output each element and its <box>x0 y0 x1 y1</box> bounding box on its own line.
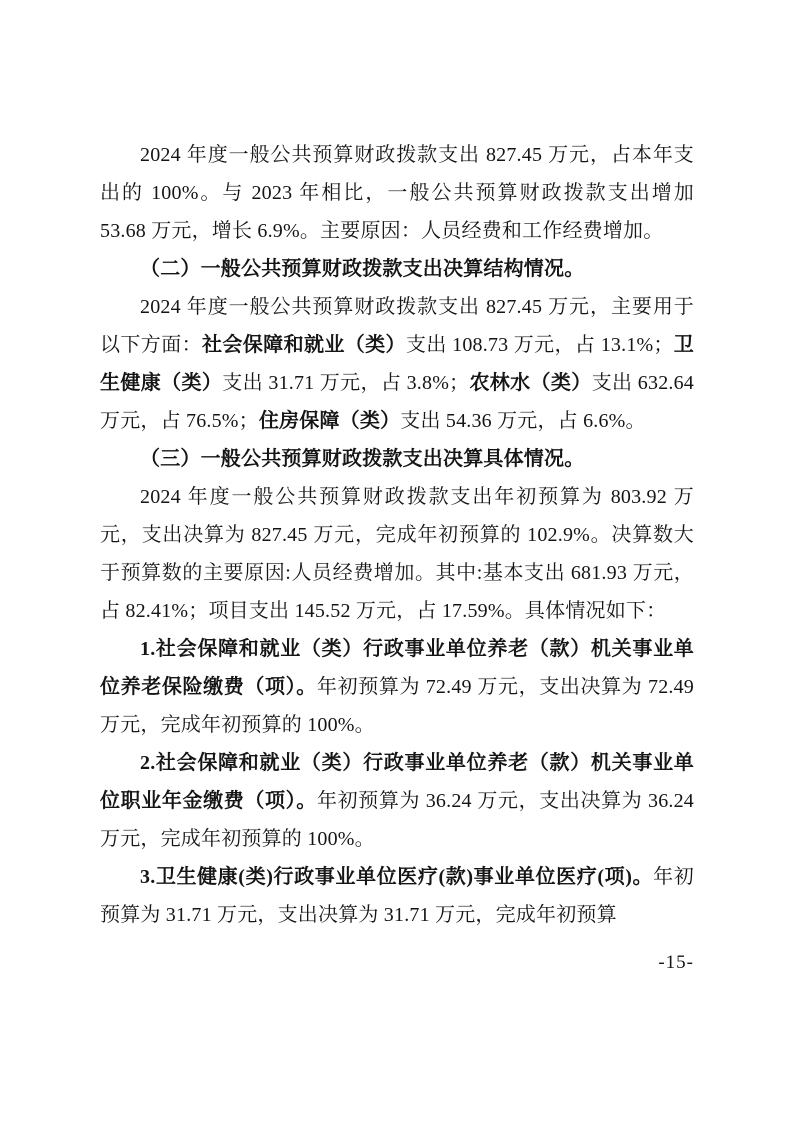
text-run: 年初预算为 31.71 万元，支出决算为 31.71 万元，完成年初预算 <box>100 866 694 926</box>
text-run-bold: 社会保障和就业（类） <box>201 334 406 356</box>
paragraph-item-2 <box>100 744 694 858</box>
text-run: 2024 年度一般公共预算财政拨款支出 827.45 万元，主要用于以下方面： <box>100 296 694 356</box>
section-heading-3 <box>100 440 694 478</box>
paragraph-item-3 <box>100 858 694 934</box>
text-run: （二）一般公共预算财政拨款支出决算结构情况。 <box>140 258 585 280</box>
paragraph-detail-overview <box>100 478 694 630</box>
text-run: 支出 31.71 万元，占 3.8%； <box>222 372 470 394</box>
text-run-bold: 农林水（类） <box>469 372 592 394</box>
text-run-bold: 卫生健康（类） <box>100 334 694 394</box>
text-run: 年初预算为 36.24 万元，支出决算为 36.24 万元，完成年初预算的 100%。 <box>100 790 695 850</box>
text-run: 支出 108.73 万元，占 13.1%； <box>405 334 674 356</box>
text-run-bold: 1.社会保障和就业（类）行政事业单位养老（款）机关事业单位养老保险缴费（项）。 <box>100 638 694 698</box>
text-run-bold: 2.社会保障和就业（类）行政事业单位养老（款）机关事业单位职业年金缴费（项）。 <box>100 752 694 812</box>
paragraph-overview <box>100 136 694 250</box>
text-run: 支出 632.64 万元，占 76.5%； <box>100 372 695 432</box>
paragraph-structure <box>100 288 694 440</box>
page-number: -15- <box>658 952 694 973</box>
text-run: 2024 年度一般公共预算财政拨款支出 827.45 万元，占本年支出的 100%。与 2023 年相比，一般公共预算财政拨款支出增加 53.68 万元，增长 6.9%。主要原因：人员经费和工作经费增加。 <box>100 144 694 242</box>
text-run: 年初预算为 72.49 万元，支出决算为 72.49 万元，完成年初预算的 100%。 <box>100 676 695 736</box>
text-run: 支出 54.36 万元，占 6.6%。 <box>400 410 646 432</box>
text-run-bold: 3.卫生健康(类)行政事业单位医疗(款)事业单位医疗(项)。 <box>140 866 654 888</box>
text-run: 2024 年度一般公共预算财政拨款支出年初预算为 803.92 万元，支出决算为 827.45 万元，完成年初预算的 102.9%。决算数大于预算数的主要原因:人员经费增加。其中:基本支出 681.93 万元，占 82.41%；项目支出 145.52 万元，占 17.59%。具体情况如下： <box>100 486 694 622</box>
section-heading-2 <box>100 250 694 288</box>
paragraph-item-1 <box>100 630 694 744</box>
text-run-bold: 住房保障（类） <box>258 410 401 432</box>
text-run: （三）一般公共预算财政拨款支出决算具体情况。 <box>140 448 585 470</box>
